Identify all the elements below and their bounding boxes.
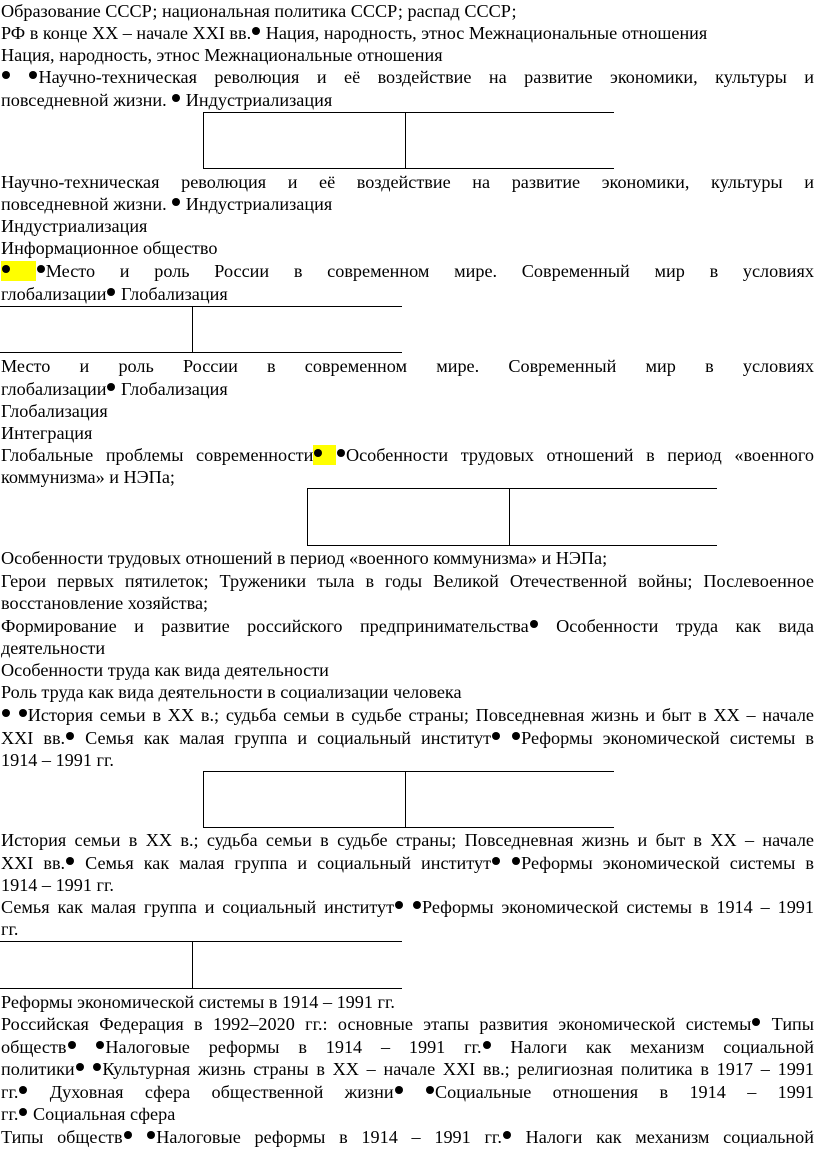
text-line <box>1 260 814 283</box>
text-run: Интеграция <box>1 423 93 443</box>
text-run: Реформы экономической системы в <box>521 853 814 873</box>
text-run: Реформы экономической системы в <box>521 728 814 748</box>
highlight-mark <box>313 445 336 465</box>
bullet-dot-icon <box>172 94 180 102</box>
table-cell-border <box>307 489 308 545</box>
text-line <box>1 237 814 260</box>
empty-table <box>203 112 614 169</box>
text-line <box>1 422 814 445</box>
text-line <box>1 637 814 660</box>
text-run: Роль труда как вида деятельности в социализации человека <box>1 682 462 702</box>
text-run: глобализации <box>1 379 107 399</box>
bullet-dot-icon <box>107 288 115 296</box>
text-line <box>1 283 814 306</box>
bullet-dot-icon <box>426 1086 434 1094</box>
text-run: восстановление хозяйства; <box>1 593 209 613</box>
text-run: Герои первых пятилеток; Труженики тыла в годы Великой Отечественной войны; Послевоенное <box>1 571 814 591</box>
empty-table <box>0 306 402 353</box>
bullet-dot-icon <box>93 1063 101 1071</box>
text-line <box>1 1081 814 1104</box>
text-line <box>1 615 814 638</box>
text-run: Глобализация <box>1 401 108 421</box>
text-line <box>1 44 814 67</box>
bullet-dot-icon <box>512 857 520 865</box>
bullet-dot-icon <box>503 1131 511 1139</box>
text-run: Социальные отношения в 1914 – 1991 <box>434 1082 815 1102</box>
text-run: Индустриализация <box>185 90 333 110</box>
text-line <box>1 749 814 772</box>
text-run: Культурная жизнь страны в XX – начале XXI вв.; религиозная политика в 1917 – 1991 <box>102 1059 814 1079</box>
bullet-dot-icon <box>492 857 500 865</box>
text-line <box>1 466 814 489</box>
text-run: коммунизма» и НЭПа; <box>1 467 175 487</box>
text-line <box>1 1036 814 1059</box>
text-run: История семьи в XX в.; судьба семьи в судьбе страны; Повседневная жизнь и быт в XX – начале <box>1 830 814 850</box>
text-line <box>1 378 814 401</box>
bullet-dot-icon <box>252 27 260 35</box>
text-run: гг. <box>1 919 19 939</box>
empty-table <box>307 488 717 546</box>
bullet-dot-icon <box>2 709 10 717</box>
bullet-dot-icon <box>96 1041 104 1049</box>
text-run: Семья как малая группа и социальный институт <box>1 897 395 917</box>
text-line <box>1 193 814 216</box>
bullet-dot-icon <box>76 1063 84 1071</box>
text-line <box>1 0 814 23</box>
text-run: XXI вв. <box>1 728 66 748</box>
text-line <box>1 400 814 423</box>
bullet-dot-icon <box>512 732 520 740</box>
table-cell-border <box>509 489 510 545</box>
bullet-dot-icon <box>19 1108 27 1116</box>
bullet-dot-icon <box>337 449 345 457</box>
text-run: обществ <box>1 1037 67 1057</box>
text-run: повседневной жизни. <box>1 194 167 214</box>
text-run: Глобальные проблемы современности <box>1 445 314 465</box>
text-run: Место и роль России в современном мире. Современный мир в условиях <box>45 261 814 281</box>
text-run: РФ в конце XX – начале XXI вв. <box>1 23 252 43</box>
text-line <box>1 215 814 238</box>
table-cell-border <box>203 772 204 827</box>
text-run: Российская Федерация в 1992–2020 гг.: основные этапы развития экономической системы <box>1 1014 752 1034</box>
text-run: политики <box>1 1059 75 1079</box>
text-run: Налоговые реформы в 1914 – 1991 гг. <box>105 1037 482 1057</box>
text-line <box>1 1103 814 1126</box>
text-run: Типы <box>771 1014 814 1034</box>
text-run: Образование СССР; национальная политика СССР; распад СССР; <box>1 1 517 21</box>
bullet-dot-icon <box>413 901 421 909</box>
table-cell-border <box>203 113 204 168</box>
text-run: История семьи в XX в.; судьба семьи в судьбе страны; Повседневная жизнь и быт в XX – начале <box>27 705 815 725</box>
text-run: Особенности трудовых отношений в период «военного коммунизма» и НЭПа; <box>1 548 608 568</box>
table-cell-border <box>192 942 193 988</box>
text-run: гг. <box>1 1082 19 1102</box>
text-run: Налоги как механизм социальной <box>525 1127 814 1147</box>
bullet-dot-icon <box>492 732 500 740</box>
text-run: повседневной жизни. <box>1 90 167 110</box>
text-run: Формирование и развитие российского предпринимательства <box>1 616 529 636</box>
text-run: Семья как малая группа и социальный институт <box>85 728 492 748</box>
text-run: Нация, народность, этнос Межнациональные отношения <box>1 45 443 65</box>
bullet-dot-icon <box>37 265 45 273</box>
text-run: Глобализация <box>121 284 228 304</box>
table-cell-border <box>192 307 193 352</box>
bullet-dot-icon <box>483 1041 491 1049</box>
bullet-dot-icon <box>172 198 180 206</box>
bullet-dot-icon <box>66 857 74 865</box>
text-run: глобализации <box>1 284 107 304</box>
text-run: гг. <box>1 1104 19 1124</box>
text-line <box>1 1126 814 1149</box>
text-line <box>1 852 814 875</box>
text-line <box>1 592 814 615</box>
text-run: 1914 – 1991 гг. <box>1 750 114 770</box>
bullet-dot-icon <box>2 71 10 79</box>
text-run: Духовная сфера общественной жизни <box>49 1082 394 1102</box>
text-line <box>1 66 814 89</box>
text-line <box>1 89 814 112</box>
text-run: Научно-техническая революция и её воздействие на развитие экономики, культуры и <box>38 67 815 87</box>
bullet-dot-icon <box>107 383 115 391</box>
text-line <box>1 355 814 378</box>
empty-table <box>0 941 402 989</box>
text-line <box>1 991 814 1014</box>
text-line <box>1 896 814 919</box>
bullet-dot-icon <box>395 1086 403 1094</box>
text-line <box>1 727 814 750</box>
text-line <box>1 22 814 45</box>
bullet-dot-icon <box>29 71 37 79</box>
text-run: Индустриализация <box>185 194 333 214</box>
bullet-dot-icon <box>314 449 322 457</box>
bullet-dot-icon <box>68 1041 76 1049</box>
table-cell-border <box>405 113 406 168</box>
text-run: Реформы экономической системы в 1914 – 1991 гг. <box>1 992 395 1012</box>
text-line <box>1 570 814 593</box>
bullet-dot-icon <box>530 620 538 628</box>
bullet-dot-icon <box>147 1131 155 1139</box>
text-run: Социальная сфера <box>32 1104 176 1124</box>
text-line <box>1 704 814 727</box>
text-line <box>1 681 814 704</box>
text-run: Информационное общество <box>1 238 218 258</box>
table-cell-border <box>405 772 406 827</box>
text-run: Налоги как механизм социальной <box>510 1037 815 1057</box>
text-run: Особенности трудовых отношений в период «военного <box>345 445 814 465</box>
text-run: 1914 – 1991 гг. <box>1 875 114 895</box>
bullet-dot-icon <box>395 901 403 909</box>
text-run: XXI вв. <box>1 853 66 873</box>
bullet-dot-icon <box>19 1086 27 1094</box>
text-run: Налоговые реформы в 1914 – 1991 гг. <box>156 1127 502 1147</box>
text-line <box>1 444 814 467</box>
bullet-dot-icon <box>752 1018 760 1026</box>
text-run: Особенности труда как вида деятельности <box>1 660 329 680</box>
text-line <box>1 547 814 570</box>
text-run: Место и роль России в современном мире. Современный мир в условиях <box>1 356 814 376</box>
text-line <box>1 918 814 941</box>
bullet-dot-icon <box>124 1131 132 1139</box>
text-run: Особенности труда как вида <box>556 616 814 636</box>
text-run: Глобализация <box>121 379 228 399</box>
bullet-dot-icon <box>2 265 10 273</box>
text-run: Семья как малая группа и социальный институт <box>85 853 492 873</box>
text-run: деятельности <box>1 638 106 658</box>
text-line <box>1 829 814 852</box>
text-line <box>1 1058 814 1081</box>
text-run: Типы обществ <box>1 1127 123 1147</box>
bullet-dot-icon <box>66 732 74 740</box>
text-line <box>1 171 814 194</box>
text-run: Научно-техническая революция и её воздействие на развитие экономики, культуры и <box>1 172 814 192</box>
text-run: Реформы экономической системы в 1914 – 1991 <box>421 897 814 917</box>
text-line <box>1 1013 814 1036</box>
text-line <box>1 659 814 682</box>
text-run: Нация, народность, этнос Межнациональные отношения <box>265 23 708 43</box>
bullet-dot-icon <box>19 709 27 717</box>
text-line <box>1 874 814 897</box>
empty-table <box>203 771 614 828</box>
text-run: Индустриализация <box>1 216 148 236</box>
highlight-mark <box>1 261 36 281</box>
